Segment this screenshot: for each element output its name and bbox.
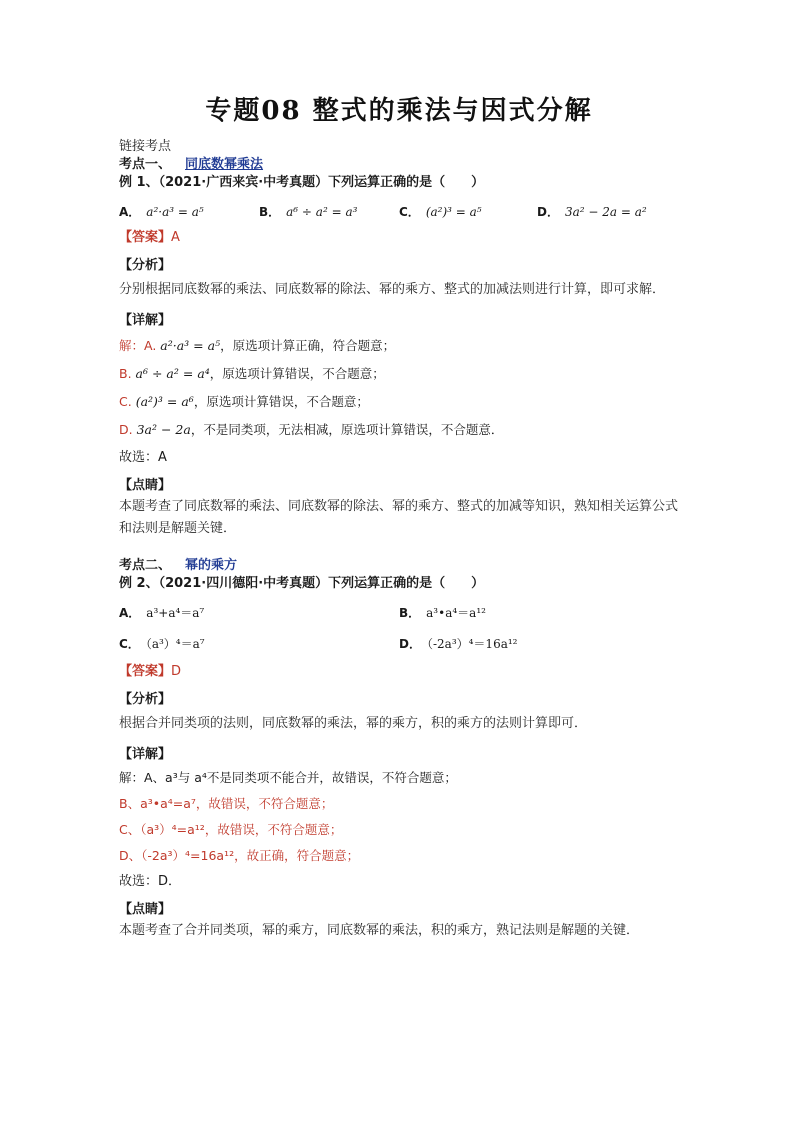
topic-2-title: 幂的乘方: [185, 558, 238, 573]
example-1-choose: 故选：A: [119, 450, 167, 465]
example-1-comment: 本题考查了同底数幂的乘法、同底数幂的除法、幂的乘方、整式的加减等知识，熟知相关运算公式和法则是解题关键．: [119, 499, 679, 536]
example-2-comment: 本题考查了合并同类项，幂的乘方，同底数幂的乘法，积的乘方，熟记法则是解题的关键．: [119, 923, 640, 938]
example-2-analysis: 根据合并同类项的法则，同底数幂的乘法，幂的乘方，积的乘方的法则计算即可．: [119, 716, 588, 731]
example-1-step-d: D. 3a² − 2a，不是同类项，无法相减，原选项计算错误，不合题意．: [119, 422, 504, 437]
topic-1-title: 同底数幂乘法: [185, 157, 264, 172]
example-1-step-a: 解：A. a²·a³ = a⁵，原选项计算正确，符合题意；: [119, 338, 396, 353]
link-label: 链接考点: [119, 139, 172, 154]
document-page: [119, 90, 679, 942]
page-title: 专题08 整式的乘法与因式分解: [205, 96, 593, 126]
option-a: A． a³+a⁴＝a⁷: [119, 606, 205, 620]
example-1-step-c: C. (a²)³ = a⁶，原选项计算错误，不合题意；: [119, 394, 369, 409]
option-a: A． a²·a³ = a⁵: [119, 205, 204, 219]
topic-2-heading: [119, 558, 679, 574]
example-1-analysis: 分别根据同底数幂的乘法、同底数幂的除法、幂的乘方、整式的加减法则进行计算，即可求解．: [119, 282, 666, 297]
example-2-options: [119, 604, 679, 652]
example-2-step-d: D、（-2a³）⁴=16a¹²，故正确，符合题意；: [119, 848, 360, 863]
example-2-step-c: C、（a³）⁴=a¹²，故错误，不符合题意；: [119, 822, 343, 837]
example-2-choose: 故选：D．: [119, 874, 182, 889]
example-2-step-a: 解：A、a³与 a⁴不是同类项不能合并，故错误，不符合题意；: [119, 770, 457, 785]
topic-1-heading: [119, 157, 679, 173]
topic-2-label: 考点二、: [119, 558, 172, 573]
example-1-detail-label: 【详解】: [119, 313, 172, 328]
topic-1-label: 考点一、: [119, 157, 172, 172]
example-1-stem: 例 1、（2021·广西来宾·中考真题）下列运算正确的是（ ）: [119, 175, 485, 190]
example-1-step-b: B. a⁶ ÷ a² = a⁴，原选项计算错误，不合题意；: [119, 366, 385, 381]
example-1-comment-label: 【点睛】: [119, 478, 172, 493]
example-2-step-b: B、a³•a⁴=a⁷，故错误，不符合题意；: [119, 796, 334, 811]
option-d: D． （-2a³）⁴＝16a¹²: [399, 637, 518, 651]
example-2-answer: 【答案】D: [119, 664, 182, 679]
option-d: D． 3a² − 2a = a²: [537, 205, 647, 219]
option-c: C． (a²)³ = a⁵: [399, 205, 482, 219]
option-b: B． a⁶ ÷ a² = a³: [259, 205, 358, 219]
example-2-comment-label: 【点睛】: [119, 902, 172, 917]
example-2-detail-label: 【详解】: [119, 747, 172, 762]
example-1-answer: 【答案】A: [119, 230, 180, 245]
option-c: C． （a³）⁴＝a⁷: [119, 637, 205, 651]
example-1-analysis-label: 【分析】: [119, 258, 172, 273]
example-2-analysis-label: 【分析】: [119, 692, 172, 707]
option-b: B． a³•a⁴＝a¹²: [399, 606, 486, 620]
example-2-stem: 例 2、（2021·四川德阳·中考真题）下列运算正确的是（ ）: [119, 576, 485, 591]
example-1-options: [119, 203, 679, 220]
